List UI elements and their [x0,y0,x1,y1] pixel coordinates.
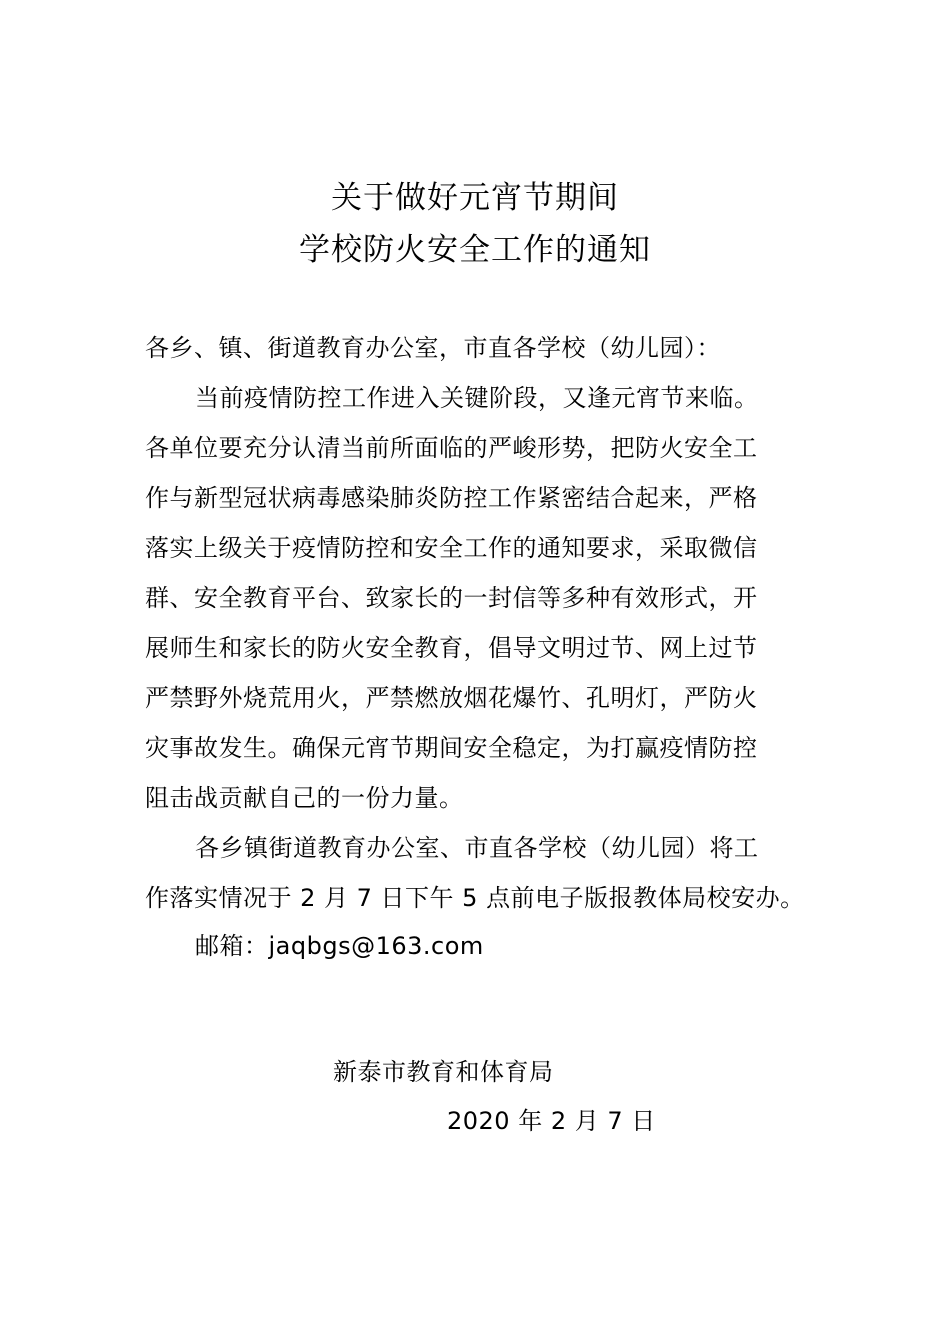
email-line: 邮箱：jaqbgs@163.com [195,932,484,960]
title-line-2: 学校防火安全工作的通知 [299,232,651,268]
paragraph1-line: 作与新型冠状病毒感染肺炎防控工作紧密结合起来，严格 [145,484,758,512]
signature-date: 2020 年 2 月 7 日 [447,1107,656,1135]
paragraph1-line: 严禁野外烧荒用火，严禁燃放烟花爆竹、孔明灯，严防火 [145,684,758,712]
paragraph1-line: 落实上级关于疫情防控和安全工作的通知要求，采取微信 [145,534,758,562]
paragraph1-line: 阻击战贡献自己的一份力量。 [145,784,464,812]
paragraph1-line: 各单位要充分认清当前所面临的严峻形势，把防火安全工 [145,434,758,462]
paragraph1-line: 群、安全教育平台、致家长的一封信等多种有效形式，开 [145,584,758,612]
signature-organization: 新泰市教育和体育局 [333,1058,554,1086]
paragraph2-line: 各乡镇街道教育办公室、市直各学校（幼儿园）将工 [195,834,759,862]
paragraph2-line: 作落实情况于 2 月 7 日下午 5 点前电子版报教体局校安办。 [145,884,805,912]
salutation: 各乡、镇、街道教育办公室，市直各学校（幼儿园）： [145,334,721,362]
paragraph1-line: 当前疫情防控工作进入关键阶段，又逢元宵节来临。 [195,384,759,412]
title-line-1: 关于做好元宵节期间 [331,180,619,216]
paragraph1-line: 灾事故发生。确保元宵节期间安全稳定，为打赢疫情防控 [145,734,758,762]
paragraph1-line: 展师生和家长的防火安全教育，倡导文明过节、网上过节 [145,634,758,662]
